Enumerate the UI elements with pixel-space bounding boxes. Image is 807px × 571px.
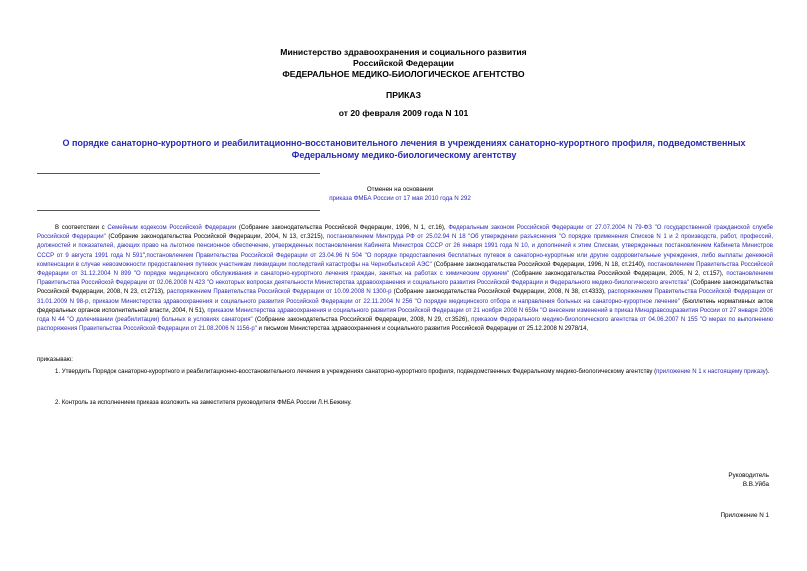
link-order-659n[interactable]: приказом Министерства здравоохранения и социального развития Российской Федерации от 21 ноября 2008 N 659н "О внесении изменений в приказ Минздравсоцразвития России от 27 января 2006 года N 44 "О долечивании (реабилитации) больных в условиях санатория" [37,307,773,324]
agency-name: ФЕДЕРАЛЬНОЕ МЕДИКО-БИОЛОГИЧЕСКОЕ АГЕНТСТВО [282,69,525,79]
divider-top [37,173,320,174]
preamble-text: В соответствии с [55,225,108,231]
link-order-1300r[interactable]: распоряжением Правительства Российской Федерации от 10.09.2008 N 1300-р [166,289,392,296]
link-order-155[interactable]: приказом Федерального медико-биологического агентства от 04.06.2007 N 155 "О мерах по выполнению распоряжения Правительства Российской Федерации от 21.08.2006 N 1156-р" [37,317,774,333]
doc-date: от 20 февраля 2009 года N 101 [338,108,469,118]
link-gov-423[interactable]: постановлением Правительства Российской Федерации от 02.06.2008 N 423 "О некоторых вопросах деятельности Министерства здравоохранения и социального развития Российской Федерации и Федерального медико-биологического агентства" [37,271,773,287]
signature-block [728,471,769,489]
preamble-text: (Бюллетень нормативных актов федеральных органов исполнительной власти, 2004, N 51), [37,298,773,314]
link-gov-504[interactable]: постановлением Правительства Российской Федерации от 23.04.96 N 504 "О порядке предоставления бесплатных путевок в санаторно-курортные или другие оздоровительные учреждения, либо выплаты денежной компенсации в случае невозможности предоставления путевок участникам ликвидации последствий катастрофы на Чернобыльской АЭС" [37,252,773,268]
cancel-note [300,185,500,203]
link-mintrud-18[interactable]: постановлением Минтруда РФ от 25.02.94 N 18 "Об утверждении разъяснения "О порядке применения Списков N 1 и 2 производств, работ, профессий, должностей и показателей, дающих право на льготное пенсионное обеспечение, утвержденных постановлением Кабинета Министров СССР от 26 января 1991 года N 10, и дополнений к этим Спискам, утвержденных постановлением Кабинета Министров СССР от 9 августа 1991 года N 591 [37,234,774,259]
order-item-2: 2. Контроль за исполнением приказа возложить на заместителя руководителя ФМБА России Л.Н.Бежину. [55,400,352,406]
appendix-link[interactable]: приложение N 1 к настоящему приказу [656,369,766,375]
doc-title-line1[interactable]: О порядке санаторно-курортного и реабилитационно-восстановительного лечения в учреждениях санаторно-курортного профиля, подведомственных [62,138,746,148]
preamble-paragraph [37,224,773,334]
preamble-text: ", [142,252,147,259]
link-gov-899[interactable]: постановлением Правительства Российской Федерации от 31.12.2004 N 899 "О порядке медицинского обслуживания и санаторно-курортного лечения граждан, занятых на работах с химическим оружием" [37,261,774,278]
preamble-text: (Собрание законодательства Российской Федерации, 2008, N 29, ст.3526), [252,317,472,324]
appendix-label: Приложение N 1 [720,512,769,519]
preamble-text: (Собрание законодательства Российской Федерации, 1996, N 1, ст.16), [236,225,449,231]
doc-title[interactable] [30,137,778,161]
preamble-text: (Собрание законодательства Российской Федерации, 1996, N 18, ст.2140), [431,261,648,268]
signature-role: Руководитель [728,472,769,479]
divider-bottom [37,210,320,211]
cancel-note-link[interactable]: приказа ФМБА России от 17 мая 2010 года N 292 [329,195,471,202]
preamble-text: (Собрание законодательства Российской Федерации, 2008, N 38, ст.4333), [391,289,608,296]
ministry-line2: Российской Федерации [353,58,454,68]
doc-header [0,47,807,119]
order-item-1 [37,368,773,377]
order-item-1-tail: ). [765,369,770,375]
preamble-text: (Собрание законодательства Российской Федерации, 2008, N 23, ст.2713), [37,280,773,296]
doc-title-line2[interactable]: Федеральному медико-биологическому агентству [291,150,517,160]
doc-type: ПРИКАЗ [386,90,421,100]
link-order-98r-256[interactable]: распоряжением Правительства Российской Федерации от 31.01.2009 N 98-р, приказом Министерства здравоохранения и социального развития Российской Федерации от 22.11.2004 N 256 "О порядке медицинского отбора и направления больных на санаторно-курортное лечение" [37,289,774,305]
order-item-1-text: 1. Утвердить Порядок санаторно-курортного и реабилитационно-восстановительного лечения в учреждениях санаторно-курортного профиля, подведомственных Федеральному медико-биологическому агентству ( [55,369,657,375]
preamble-text: (Собрание законодательства Российской Федерации, 2005, N 2, ст.157), [509,271,727,278]
preamble-text: (Собрание законодательства Российской Федерации, 2004, N 13, ст.3215), [105,234,327,241]
link-law-79fz[interactable]: Федеральным законом Российской Федерации от 27.07.2004 N 79-ФЗ "О государственной гражданской службе Российской Федерации" [37,225,773,241]
link-family-code[interactable]: Семейным кодексом Российской Федерации [107,225,237,231]
cancel-note-text: Отменен на основании [366,186,434,193]
ministry-line1: Министерство здравоохранения и социального развития [280,47,527,57]
signature-name: В.В.Уйба [742,481,769,488]
preamble-text: и письмом Министерства здравоохранения и социального развития Российской Федерации от 25.12.2008 N 2978/14, [256,326,589,333]
order-word: приказываю: [37,357,73,363]
